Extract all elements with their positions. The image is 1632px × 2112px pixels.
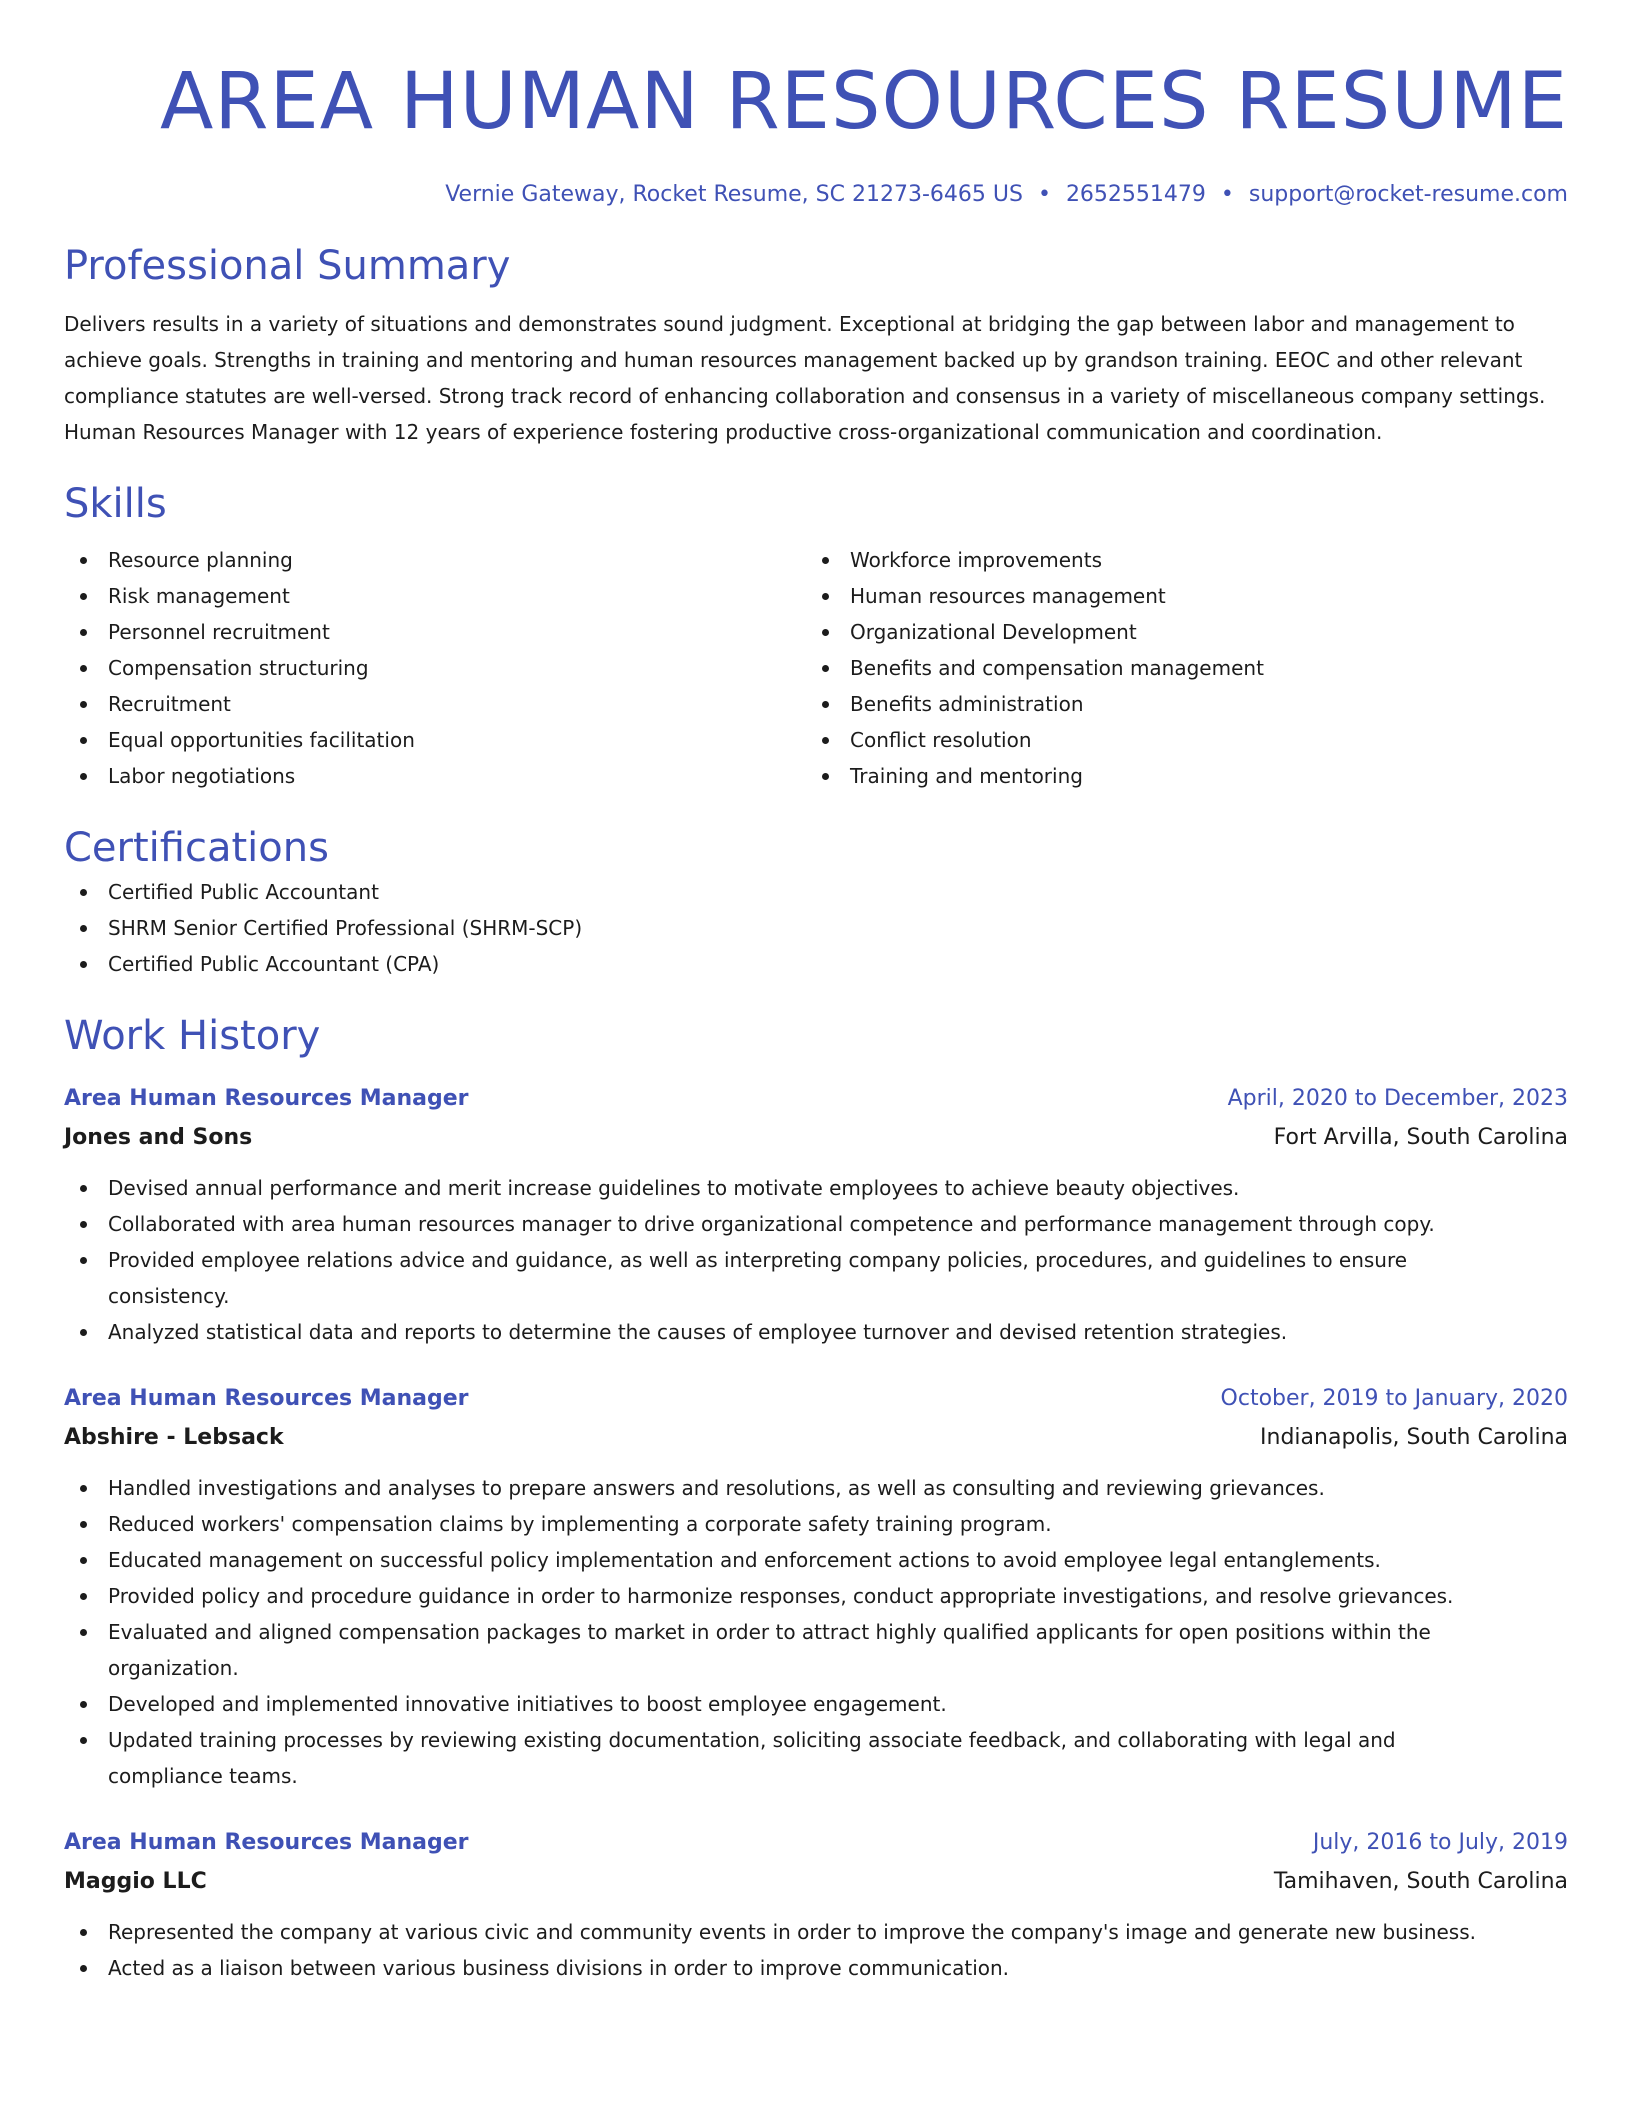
job-header-row	[64, 1080, 1568, 1118]
skill-item: Equal opportunities facilitation	[64, 722, 806, 758]
certification-item: SHRM Senior Certified Professional (SHRM-SCP)	[64, 910, 1568, 946]
certification-item: Certified Public Accountant (CPA)	[64, 946, 1568, 982]
skill-item: Organizational Development	[806, 614, 1548, 650]
job-company: Maggio LLC	[64, 1869, 207, 1894]
skill-item: Conflict resolution	[806, 722, 1548, 758]
job-bullet: Provided policy and procedure guidance in order to harmonize responses, conduct appropriate investigations, and resolve grievances.	[64, 1578, 1568, 1614]
certifications-list	[64, 874, 1568, 982]
job-bullet: Reduced workers' compensation claims by implementing a corporate safety training program.	[64, 1506, 1568, 1542]
job-entry	[64, 1824, 1568, 1986]
resume-title: AREA HUMAN RESOURCES RESUME	[159, 57, 1568, 147]
skills-list-left	[64, 542, 806, 794]
job-dates: July, 2016 to July, 2019	[1312, 1830, 1568, 1855]
job-bullet: Educated management on successful policy implementation and enforcement actions to avoid employee legal entanglements.	[64, 1542, 1568, 1578]
skill-item: Human resources management	[806, 578, 1548, 614]
skill-item: Personnel recruitment	[64, 614, 806, 650]
skills-grid	[64, 542, 1568, 794]
job-entry	[64, 1380, 1568, 1794]
job-company: Jones and Sons	[64, 1125, 253, 1150]
summary-heading: Professional Summary	[64, 243, 511, 289]
job-bullet: Devised annual performance and merit increase guidelines to motivate employees to achieve beauty objectives.	[64, 1170, 1568, 1206]
job-bullet: Updated training processes by reviewing existing documentation, soliciting associate feedback, and collaborating with legal and compliance teams.	[64, 1722, 1568, 1794]
job-bullet: Handled investigations and analyses to prepare answers and resolutions, as well as consulting and reviewing grievances.	[64, 1470, 1568, 1506]
job-bullet: Represented the company at various civic and community events in order to improve the company's image and generate new business.	[64, 1914, 1568, 1950]
skill-item: Risk management	[64, 578, 806, 614]
job-bullet: Acted as a liaison between various business divisions in order to improve communication.	[64, 1950, 1568, 1986]
certifications-heading: Certifications	[64, 825, 329, 871]
skill-item: Labor negotiations	[64, 758, 806, 794]
job-bullets	[64, 1170, 1568, 1350]
contact-line	[64, 180, 1568, 210]
job-header-row	[64, 1380, 1568, 1418]
skill-item: Recruitment	[64, 686, 806, 722]
contact-separator: •	[1220, 182, 1234, 207]
contact-email: support@rocket-resume.com	[1248, 182, 1568, 207]
skills-column-right	[806, 542, 1548, 794]
job-entry	[64, 1080, 1568, 1350]
job-location: Indianapolis, South Carolina	[1260, 1425, 1568, 1450]
job-bullet: Developed and implemented innovative initiatives to boost employee engagement.	[64, 1686, 1568, 1722]
skill-item: Training and mentoring	[806, 758, 1548, 794]
job-bullet: Analyzed statistical data and reports to determine the causes of employee turnover and devised retention strategies.	[64, 1314, 1568, 1350]
skill-item: Benefits administration	[806, 686, 1548, 722]
job-company: Abshire - Lebsack	[64, 1425, 284, 1450]
certification-item: Certified Public Accountant	[64, 874, 1568, 910]
job-company-row	[64, 1118, 1568, 1158]
job-company-row	[64, 1862, 1568, 1902]
job-dates: October, 2019 to January, 2020	[1220, 1386, 1568, 1411]
contact-phone: 2652551479	[1065, 182, 1206, 207]
job-location: Fort Arvilla, South Carolina	[1273, 1125, 1568, 1150]
job-location: Tamihaven, South Carolina	[1273, 1869, 1568, 1894]
job-bullet: Provided employee relations advice and guidance, as well as interpreting company policies, procedures, and guidelines to ensure consistency.	[64, 1242, 1568, 1314]
summary-text: Delivers results in a variety of situations and demonstrates sound judgment. Exceptional at bridging the gap between labor and management to achieve goals. Strengths in training and mentoring and human resources management backed up by grandson training. EEOC and other relevant compliance statutes are well-versed. Strong track record of enhancing collaboration and consensus in a variety of miscellaneous company settings. Human Resources Manager with 12 years of experience fostering productive cross-organizational communication and coordination.	[64, 312, 1546, 444]
job-dates: April, 2020 to December, 2023	[1227, 1086, 1568, 1111]
skill-item: Benefits and compensation management	[806, 650, 1548, 686]
job-title: Area Human Resources Manager	[64, 1086, 469, 1111]
job-title: Area Human Resources Manager	[64, 1830, 469, 1855]
skills-column-left	[64, 542, 806, 794]
skill-item: Resource planning	[64, 542, 806, 578]
work-history-heading: Work History	[64, 1013, 321, 1059]
job-company-row	[64, 1418, 1568, 1458]
job-bullet: Collaborated with area human resources manager to drive organizational competence and performance management through copy.	[64, 1206, 1568, 1242]
skills-list-right	[806, 542, 1548, 794]
skill-item: Compensation structuring	[64, 650, 806, 686]
contact-address: Vernie Gateway, Rocket Resume, SC 21273-6465 US	[445, 182, 1023, 207]
job-title: Area Human Resources Manager	[64, 1386, 469, 1411]
skills-heading: Skills	[64, 481, 167, 527]
job-bullets	[64, 1470, 1568, 1794]
skill-item: Workforce improvements	[806, 542, 1548, 578]
contact-separator: •	[1037, 182, 1051, 207]
job-bullet: Evaluated and aligned compensation packages to market in order to attract highly qualified applicants for open positions within the organization.	[64, 1614, 1568, 1686]
job-bullets	[64, 1914, 1568, 1986]
job-header-row	[64, 1824, 1568, 1862]
